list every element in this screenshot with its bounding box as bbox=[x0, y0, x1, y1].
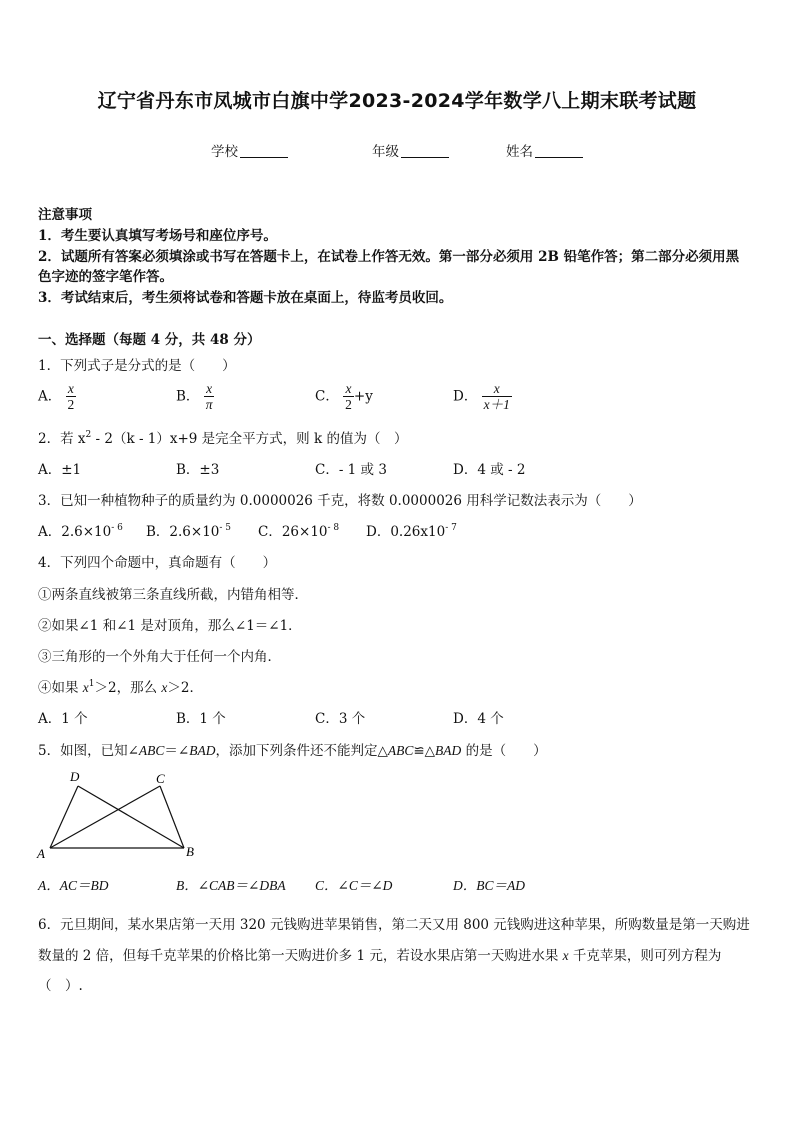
q4-statement-1: ①两条直线被第三条直线所截，内错角相等． bbox=[38, 587, 308, 603]
q5-option-c[interactable]: C．∠C＝∠D bbox=[315, 878, 393, 893]
point-label-c: C bbox=[156, 771, 165, 786]
fraction: $\frac{x}{2}$ bbox=[67, 381, 75, 412]
point-label-b: B bbox=[186, 844, 194, 859]
fraction: $\frac{x}{\pi}$ bbox=[205, 381, 213, 412]
q4-option-d[interactable]: D．4 个 bbox=[453, 711, 504, 727]
name-blank[interactable] bbox=[535, 143, 583, 158]
q3-option-c[interactable]: C．$26\times 10^{- 8}$ bbox=[258, 523, 340, 540]
q3-stem: 3．已知一种植物种子的质量约为 0.0000026 千克，将数 0.0000026 用科学记数法表示为（ ） bbox=[38, 493, 642, 509]
q4-option-c[interactable]: C．3 个 bbox=[315, 711, 366, 727]
grade-label: 年级 bbox=[372, 144, 399, 160]
notice-item: 色字迹的签字笔作答。 bbox=[38, 269, 173, 285]
fraction: $\frac{x}{x+1}$ bbox=[483, 381, 510, 412]
q5-option-d[interactable]: D．BC＝AD bbox=[453, 878, 525, 893]
q1-option-b[interactable]: B． $\frac{x}{\pi}$ bbox=[176, 381, 213, 412]
q2-option-d[interactable]: D．4 或 - 2 bbox=[453, 462, 526, 478]
q2-option-a[interactable]: A．±1 bbox=[38, 462, 82, 478]
q1-option-d[interactable]: D． $\frac{x}{x+1}$ bbox=[453, 381, 510, 412]
segment-bc bbox=[160, 786, 184, 848]
grade-field[interactable] bbox=[372, 140, 449, 160]
fraction: $\frac{x}{2}$ bbox=[345, 381, 352, 412]
q3-option-a[interactable]: A．$2.6\times 10^{- 6}$ bbox=[38, 523, 123, 540]
segment-bd bbox=[78, 786, 184, 848]
q4-option-b[interactable]: B．1 个 bbox=[176, 711, 226, 727]
q5-option-a[interactable]: A．AC＝BD bbox=[38, 878, 109, 893]
segment-ad bbox=[50, 786, 78, 848]
q4-option-a[interactable]: A．1 个 bbox=[38, 711, 88, 727]
q1-option-a[interactable]: A． $\frac{x}{2}$ bbox=[38, 381, 75, 412]
point-label-d: D bbox=[70, 769, 80, 784]
school-label: 学校 bbox=[211, 144, 238, 160]
school-field[interactable] bbox=[211, 140, 288, 160]
notice-item: 3．考试结束后，考生须将试卷和答题卡放在桌面上，待监考员收回。 bbox=[38, 290, 453, 306]
section-heading: 一、选择题（每题 4 分，共 48 分） bbox=[38, 332, 261, 348]
grade-blank[interactable] bbox=[401, 143, 449, 158]
q1-stem: 1．下列式子是分式的是（ ） bbox=[38, 358, 236, 374]
q5-stem: 5．如图，已知∠ABC＝∠BAD，添加下列条件还不能判定△ABC≌△BAD 的是（ ） bbox=[38, 743, 547, 759]
notice-item: 1．考生要认真填写考场号和座位序号。 bbox=[38, 228, 277, 244]
q1-option-c[interactable]: C． $\frac{x}{2}$ +y bbox=[315, 381, 373, 412]
q2-option-c[interactable]: C．- 1 或 3 bbox=[315, 462, 387, 478]
q5-option-b[interactable]: B．∠CAB＝∠DBA bbox=[176, 878, 286, 893]
name-label: 姓名 bbox=[506, 144, 533, 160]
q4-statement-4: ④如果 $x^1>2$，那么 x＞2． bbox=[38, 679, 204, 696]
segment-ac bbox=[50, 786, 160, 848]
point-label-a: A bbox=[37, 846, 45, 861]
q2-option-b[interactable]: B．±3 bbox=[176, 462, 220, 478]
q4-statement-2: ②如果∠1 和∠1 是对顶角，那么∠1＝∠1． bbox=[38, 618, 302, 634]
q3-option-b[interactable]: B．$2.6\times 10^{- 5}$ bbox=[146, 523, 232, 540]
notice-item: 2．试题所有答案必须填涂或书写在答题卡上，在试卷上作答无效。第一部分必须用 2B 铅笔作答；第二部分必须用黑 bbox=[38, 249, 740, 265]
q2-stem: 2．若 $x^2 - 2(k - 1)x+9$ 是完全平方式，则 k 的值为（ ） bbox=[38, 430, 408, 447]
q6-stem-line-3: （ ）. bbox=[38, 978, 83, 994]
notice-heading: 注意事项 bbox=[38, 207, 92, 223]
q5-figure bbox=[34, 766, 204, 862]
q3-option-d[interactable]: D．$0.26x10^{- 7}$ bbox=[366, 523, 457, 540]
q4-statement-3: ③三角形的一个外角大于任何一个内角． bbox=[38, 649, 281, 665]
page-title: 辽宁省丹东市凤城市白旗中学2023-2024学年数学八上期末联考试题 bbox=[97, 90, 697, 112]
school-blank[interactable] bbox=[240, 143, 288, 158]
q6-stem-line-1: 6．元旦期间，某水果店第一天用 320 元钱购进苹果销售，第二天又用 800 元钱购进这种苹果，所购数量是第一天购进 bbox=[38, 917, 750, 933]
q6-stem-line-2: 数量的 2 倍，但每千克苹果的价格比第一天购进价多 1 元，若设水果店第一天购进水果 x 千克苹果，则可列方程为 bbox=[38, 948, 722, 964]
q4-stem: 4．下列四个命题中，真命题有（ ） bbox=[38, 555, 277, 571]
name-field[interactable] bbox=[506, 140, 583, 160]
